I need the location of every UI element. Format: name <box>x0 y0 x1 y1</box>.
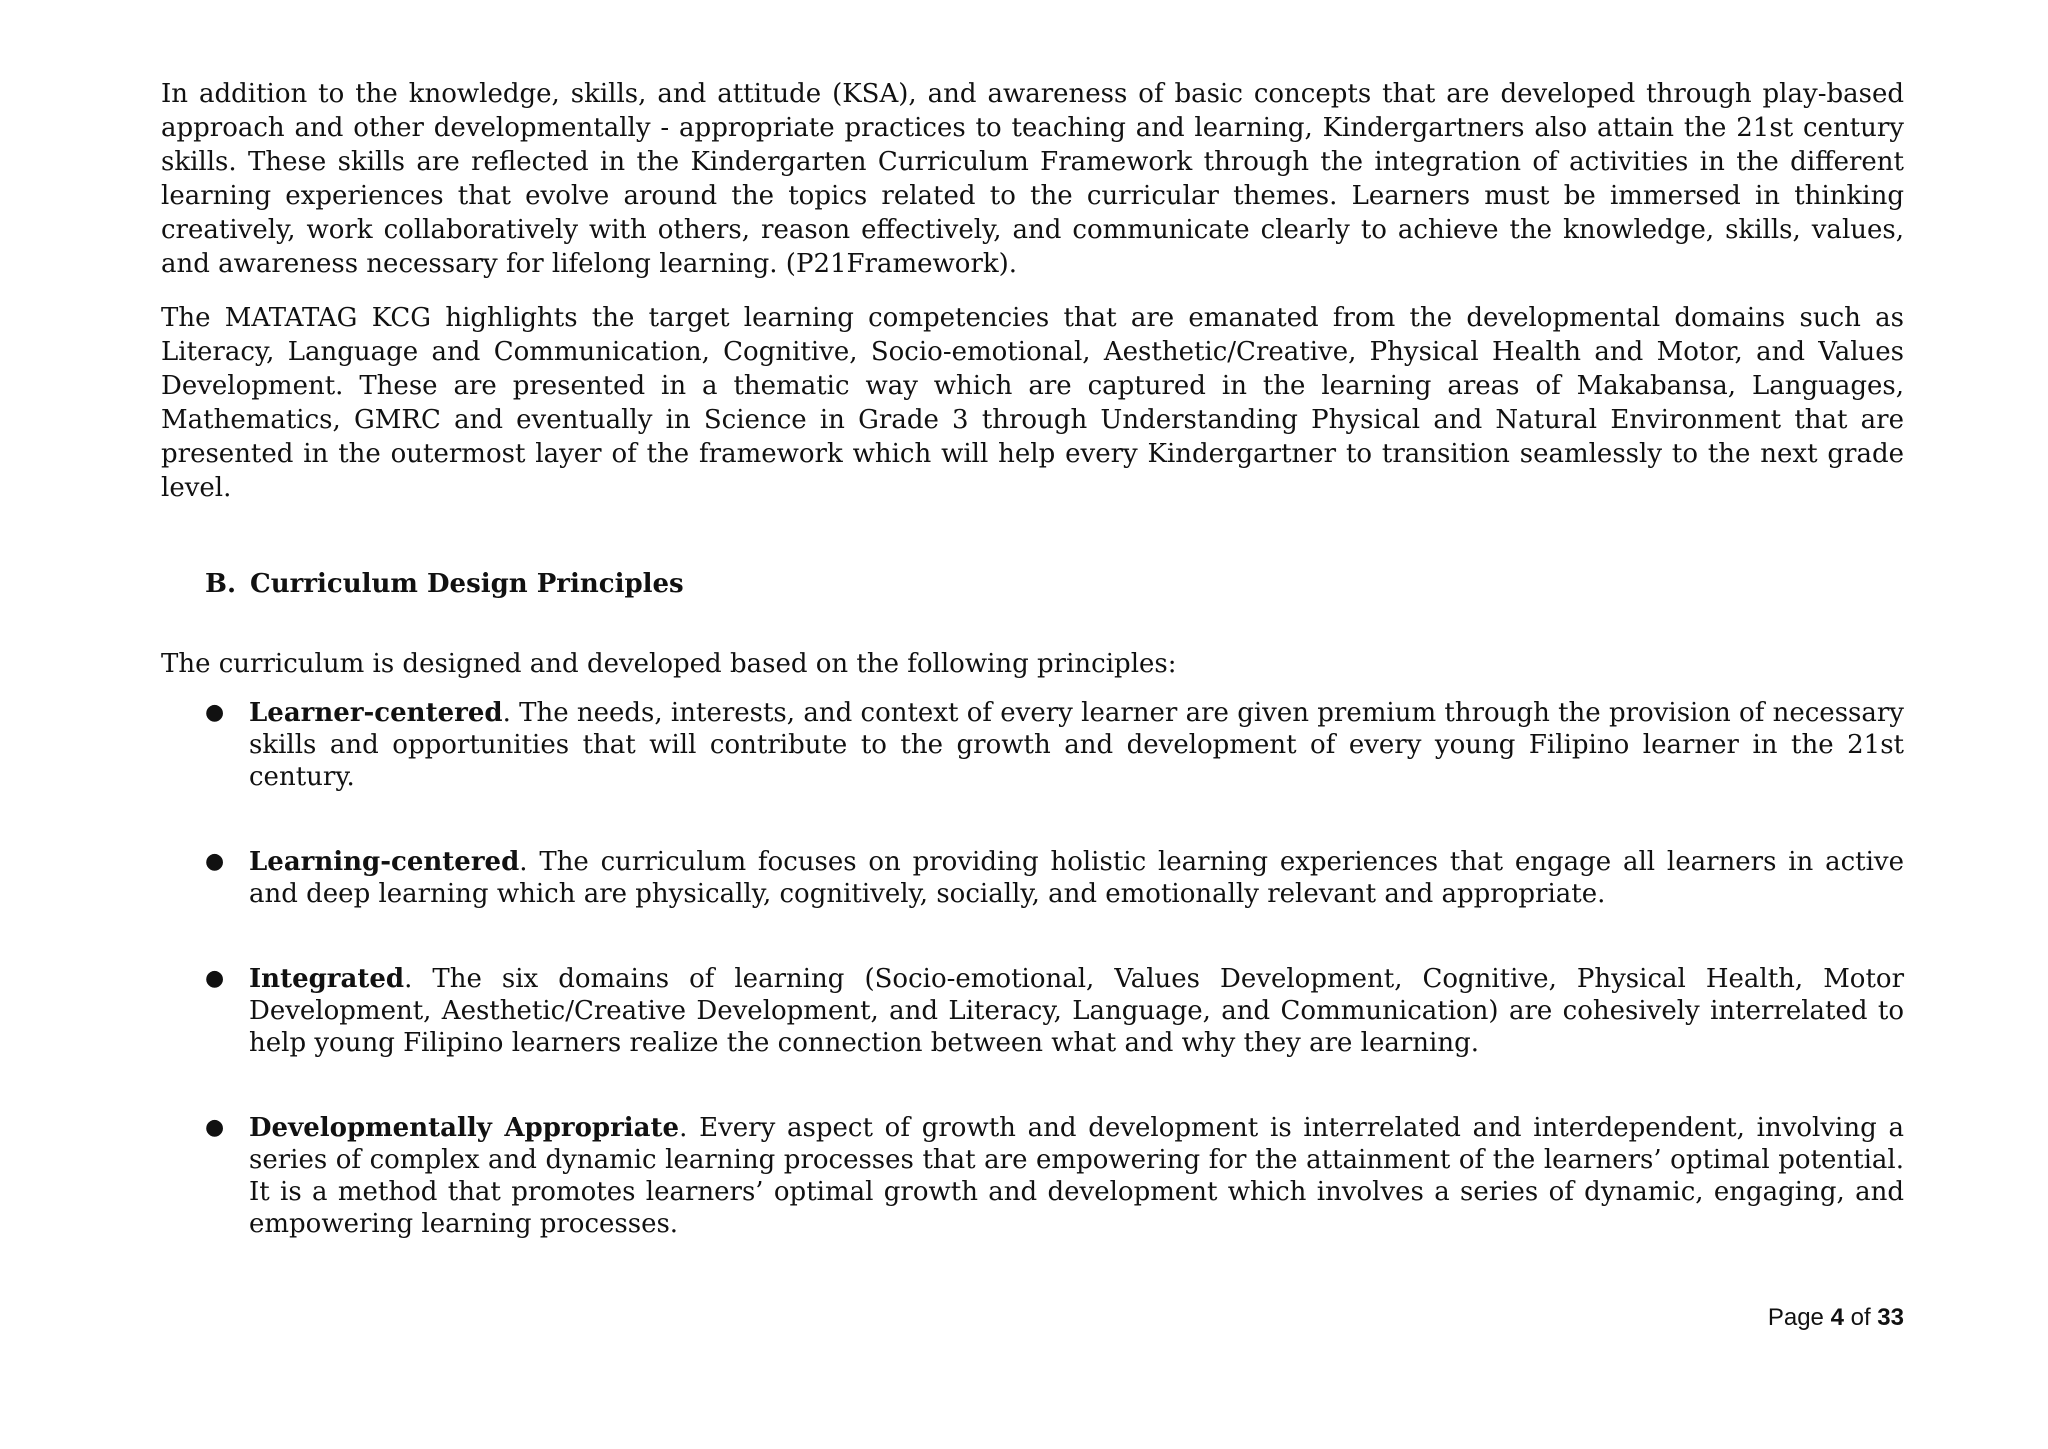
paragraph-21st-century-skills: In addition to the knowledge, skills, and attitude (KSA), and awareness of basic concepts that are developed through play-based approach and other developmentally - appropriate practices to teaching and learning, Kindergartners also attain the 21st century skills. These skills are reflected in the Kindergarten Curriculum Framework through the integration of activities in the different learning experiences that evolve around the topics related to the curricular themes. Learners must be immersed in thinking creatively, work collaboratively with others, reason effectively, and communicate clearly to achieve the knowledge, skills, values, and awareness necessary for lifelong learning. (P21Framework). <box>161 79 1904 279</box>
section-intro: The curriculum is designed and developed based on the following principles: <box>161 649 1177 679</box>
principle-term: Learning-centered <box>249 847 520 877</box>
bullet-icon: ● <box>205 849 225 874</box>
paragraph-matatag-kcg: The MATATAG KCG highlights the target learning competencies that are emanated from the developmental domains such as Literacy, Language and Communication, Cognitive, Socio-emotional, Aesthetic/Creative, Physical Health and Motor, and Values Development. These are presented in a thematic way which are captured in the learning areas of Makabansa, Languages, Mathematics, GMRC and eventually in Science in Grade 3 through Understanding Physical and Natural Environment that are presented in the outermost layer of the framework which will help every Kindergartner to transition seamlessly to the next grade level. <box>161 303 1904 503</box>
current-page-number: 4 <box>1830 1304 1844 1331</box>
principle-description: . The six domains of learning (Socio-emotional, Values Development, Cognitive, Physical Health, Motor Development, Aesthetic/Creative Development, and Literacy, Language, and Communication) are cohesively interrelated to help young Filipino learners realize the connection between what and why they are learning. <box>249 964 1904 1058</box>
bullet-icon: ● <box>205 966 225 991</box>
section-title: Curriculum Design Principles <box>250 569 684 599</box>
section-heading <box>205 567 1904 601</box>
list-item <box>161 846 1904 910</box>
principle-description: . The curriculum focuses on providing holistic learning experiences that engage all learners in active and deep learning which are physically, cognitively, socially, and emotionally relevant and appropriate. <box>249 847 1904 909</box>
principle-term: Developmentally Appropriate <box>249 1113 680 1143</box>
principles-list <box>161 697 1904 1240</box>
section-letter: B. <box>205 569 237 599</box>
principle-term: Integrated <box>249 964 405 994</box>
principle-description: . The needs, interests, and context of every learner are given premium through the provision of necessary skills and opportunities that will contribute to the growth and development of every young Filipino learner in the 21st century. <box>249 698 1904 792</box>
page-content <box>161 77 1904 1293</box>
list-item <box>161 963 1904 1059</box>
total-pages-number: 33 <box>1877 1304 1904 1331</box>
bullet-icon: ● <box>205 700 225 725</box>
of-word: of <box>1850 1304 1871 1331</box>
principle-term: Learner-centered <box>249 698 503 728</box>
principle-description: . Every aspect of growth and development is interrelated and interdependent, involving a series of complex and dynamic learning processes that are empowering for the attainment of the learners’ optimal potential. It is a method that promotes learners’ optimal growth and development which involves a series of dynamic, engaging, and empowering learning processes. <box>249 1113 1905 1239</box>
page-number <box>1768 1303 1904 1333</box>
list-item <box>161 697 1904 793</box>
bullet-icon: ● <box>205 1115 225 1140</box>
page-word: Page <box>1767 1304 1824 1331</box>
list-item <box>161 1112 1904 1240</box>
